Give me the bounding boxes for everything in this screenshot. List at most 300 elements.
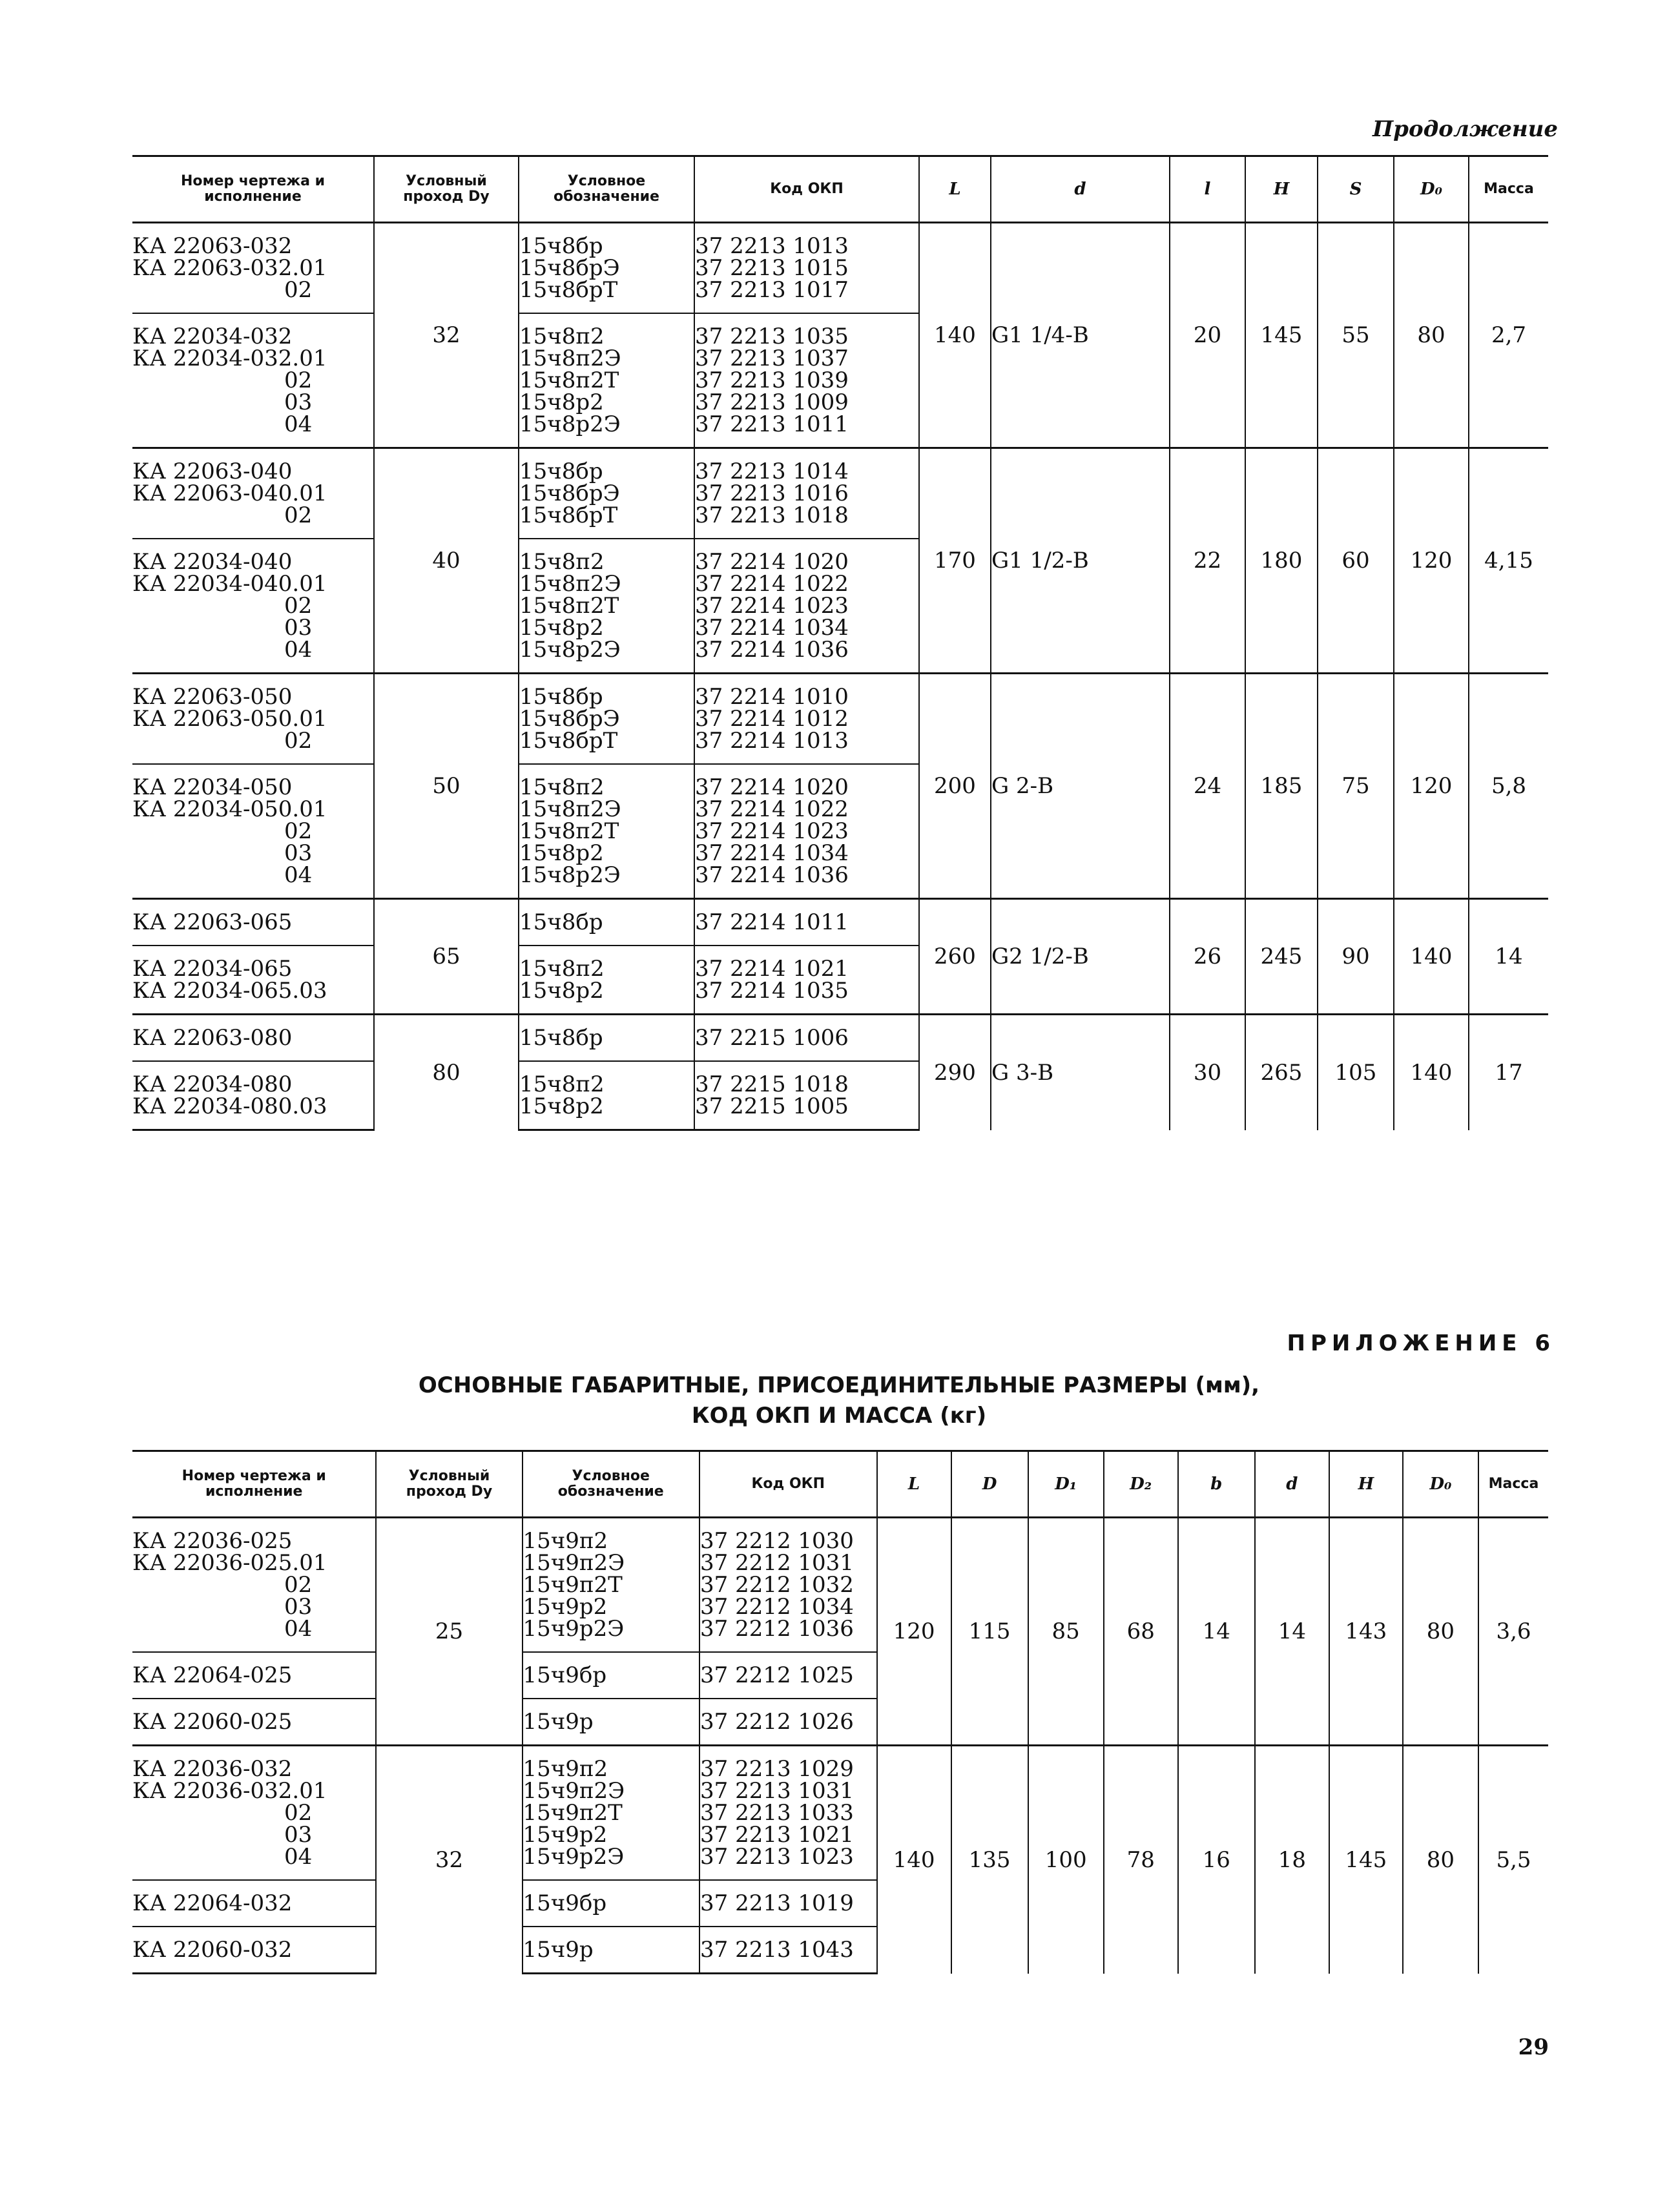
value-cell-h: 265 bbox=[1245, 1015, 1318, 1130]
cell-line: 37 2214 1021 bbox=[695, 956, 849, 982]
designation-cell bbox=[519, 899, 694, 946]
cell-line: КА 22034-080 bbox=[132, 1071, 293, 1097]
okp-code-cell bbox=[699, 1927, 877, 1974]
designation-cell bbox=[523, 1927, 700, 1974]
value-cell-s: 75 bbox=[1318, 674, 1394, 899]
cell-line: 37 2215 1018 bbox=[695, 1071, 849, 1097]
continuation-label: Продолжение bbox=[1372, 116, 1558, 142]
drawing-number-cell bbox=[132, 946, 374, 1015]
cell-lines bbox=[132, 674, 373, 763]
value-cell-mass: 14 bbox=[1469, 899, 1548, 1015]
table-row bbox=[132, 1518, 1548, 1653]
cell-lines bbox=[700, 1653, 876, 1698]
column-header: d bbox=[1255, 1451, 1329, 1518]
column-header: Условное обозначение bbox=[519, 156, 694, 223]
cell-line: 37 2212 1026 bbox=[700, 1709, 854, 1735]
cell-line: 37 2213 1011 bbox=[695, 411, 849, 437]
column-header: d bbox=[991, 156, 1170, 223]
cell-lines bbox=[132, 1746, 375, 1879]
cell-line: 15ч8п2Т bbox=[519, 593, 619, 619]
column-header: D bbox=[951, 1451, 1028, 1518]
value-cell-d1: 100 bbox=[1028, 1746, 1104, 1974]
value-cell-l: 290 bbox=[919, 1015, 991, 1130]
drawing-number-cell bbox=[132, 448, 374, 539]
designation-cell bbox=[519, 223, 694, 314]
drawing-number-cell bbox=[132, 899, 374, 946]
okp-code-cell bbox=[694, 539, 919, 674]
cell-line: 37 2214 1012 bbox=[695, 706, 849, 732]
table-header-row bbox=[132, 1451, 1548, 1518]
cell-line: 37 2214 1010 bbox=[695, 684, 849, 710]
value-cell-l: 24 bbox=[1170, 674, 1245, 899]
cell-lines bbox=[523, 1927, 699, 1972]
nominal-bore-cell: 25 bbox=[376, 1518, 522, 1746]
cell-line: КА 22063-050 bbox=[132, 684, 293, 710]
nominal-bore-cell: 50 bbox=[374, 674, 519, 899]
cell-line: 03 bbox=[284, 615, 313, 641]
cell-line: 37 2213 1029 bbox=[700, 1756, 854, 1782]
value-cell-s: 90 bbox=[1318, 899, 1394, 1015]
cell-lines bbox=[132, 314, 373, 447]
table-row bbox=[132, 448, 1548, 539]
value-cell-l: 170 bbox=[919, 448, 991, 674]
cell-line: КА 22034-040 bbox=[132, 549, 293, 575]
cell-line: 15ч9п2Т bbox=[523, 1800, 623, 1826]
cell-line: 37 2214 1020 bbox=[695, 774, 849, 800]
okp-code-cell bbox=[694, 1061, 919, 1130]
cell-line: 37 2213 1037 bbox=[695, 346, 849, 371]
designation-cell bbox=[523, 1880, 700, 1927]
column-header: Масса bbox=[1478, 1451, 1548, 1518]
column-header: l bbox=[1170, 156, 1245, 223]
cell-line: 15ч8брЭ bbox=[519, 706, 620, 732]
cell-line: 37 2214 1034 bbox=[695, 615, 849, 641]
value-cell-h: 145 bbox=[1329, 1746, 1403, 1974]
cell-line: 37 2213 1019 bbox=[700, 1890, 854, 1916]
column-header: L bbox=[919, 156, 991, 223]
cell-lines bbox=[700, 1699, 876, 1744]
designation-cell bbox=[523, 1699, 700, 1746]
cell-lines bbox=[519, 900, 694, 945]
cell-line: 02 bbox=[284, 502, 313, 528]
drawing-number-cell bbox=[132, 313, 374, 448]
cell-line: 15ч9п2Э bbox=[523, 1778, 625, 1804]
cell-line: 15ч8п2 bbox=[519, 549, 605, 575]
table-header-row bbox=[132, 156, 1548, 223]
cell-line: 15ч8р2 bbox=[519, 615, 604, 641]
cell-line: КА 22036-032 bbox=[132, 1756, 293, 1782]
column-header: Условный проход Dy bbox=[374, 156, 519, 223]
cell-line: 37 2214 1013 bbox=[695, 728, 849, 754]
cell-line: 15ч8р2Э bbox=[519, 411, 621, 437]
cell-line: 15ч8бр bbox=[519, 459, 603, 484]
designation-cell bbox=[519, 1061, 694, 1130]
cell-lines bbox=[132, 223, 373, 313]
okp-code-cell bbox=[699, 1699, 877, 1746]
cell-lines bbox=[519, 674, 694, 763]
cell-line: 37 2215 1005 bbox=[695, 1093, 849, 1119]
okp-code-cell bbox=[694, 764, 919, 899]
value-cell-h: 180 bbox=[1245, 448, 1318, 674]
value-cell-mass: 5,8 bbox=[1469, 674, 1548, 899]
cell-line: 15ч9п2 bbox=[523, 1756, 608, 1782]
cell-lines bbox=[132, 1062, 373, 1129]
table-row bbox=[132, 1015, 1548, 1062]
cell-line: 15ч8п2 bbox=[519, 774, 605, 800]
cell-line: 15ч8р2 bbox=[519, 389, 604, 415]
cell-line: КА 22063-050.01 bbox=[132, 706, 327, 732]
value-cell-d: 135 bbox=[951, 1746, 1028, 1974]
value-cell-mass: 4,15 bbox=[1469, 448, 1548, 674]
cell-lines bbox=[519, 449, 694, 538]
cell-line: КА 22034-040.01 bbox=[132, 571, 327, 597]
column-header: D₀ bbox=[1403, 1451, 1478, 1518]
designation-cell bbox=[519, 764, 694, 899]
cell-lines bbox=[519, 223, 694, 313]
cell-lines bbox=[700, 1881, 876, 1926]
value-cell-l: 260 bbox=[919, 899, 991, 1015]
value-cell-d: G 3-B bbox=[991, 1015, 1170, 1130]
cell-line: 37 2213 1015 bbox=[695, 255, 849, 281]
okp-code-cell bbox=[694, 1015, 919, 1062]
okp-code-cell bbox=[699, 1880, 877, 1927]
column-header: Условный проход Dy bbox=[376, 1451, 522, 1518]
value-cell-d0: 140 bbox=[1394, 899, 1469, 1015]
value-cell-d0: 80 bbox=[1403, 1518, 1478, 1746]
value-cell-d: G1 1/2-B bbox=[991, 448, 1170, 674]
value-cell-d: G2 1/2-B bbox=[991, 899, 1170, 1015]
cell-line: 15ч8п2 bbox=[519, 956, 605, 982]
value-cell-l: 140 bbox=[919, 223, 991, 448]
value-cell-l: 30 bbox=[1170, 1015, 1245, 1130]
cell-line: КА 22036-032.01 bbox=[132, 1778, 327, 1804]
column-header: L bbox=[877, 1451, 951, 1518]
cell-line: КА 22063-080 bbox=[132, 1025, 293, 1051]
table-row bbox=[132, 1746, 1548, 1881]
cell-line: 37 2213 1016 bbox=[695, 481, 849, 506]
okp-code-cell bbox=[694, 313, 919, 448]
cell-line: 02 bbox=[284, 1800, 313, 1826]
cell-line: 02 bbox=[284, 277, 313, 303]
cell-line: 15ч9бр bbox=[523, 1890, 607, 1916]
cell-line: 03 bbox=[284, 389, 313, 415]
cell-line: 37 2212 1031 bbox=[700, 1550, 854, 1576]
dimensions-table-appendix6 bbox=[132, 1450, 1548, 1974]
value-cell-mass: 3,6 bbox=[1478, 1518, 1548, 1746]
cell-line: 15ч8п2 bbox=[519, 324, 605, 349]
cell-line: 37 2212 1036 bbox=[700, 1616, 854, 1642]
cell-line: 15ч9р2 bbox=[523, 1594, 608, 1620]
value-cell-l: 20 bbox=[1170, 223, 1245, 448]
cell-line: 37 2213 1033 bbox=[700, 1800, 854, 1826]
cell-line: 15ч8р2 bbox=[519, 1093, 604, 1119]
cell-line: КА 22063-065 bbox=[132, 909, 293, 935]
value-cell-s: 55 bbox=[1318, 223, 1394, 448]
value-cell-d1: 85 bbox=[1028, 1518, 1104, 1746]
nominal-bore-cell: 65 bbox=[374, 899, 519, 1015]
cell-line: 15ч8брТ bbox=[519, 728, 618, 754]
cell-line: 37 2214 1036 bbox=[695, 862, 849, 888]
cell-lines bbox=[132, 1699, 375, 1744]
cell-line: 37 2213 1021 bbox=[700, 1822, 854, 1848]
cell-lines bbox=[695, 1062, 918, 1129]
cell-line: 37 2214 1022 bbox=[695, 571, 849, 597]
cell-line: 37 2214 1022 bbox=[695, 796, 849, 822]
okp-code-cell bbox=[694, 899, 919, 946]
cell-line: 37 2212 1025 bbox=[700, 1662, 854, 1688]
cell-lines bbox=[695, 674, 918, 763]
cell-line: 02 bbox=[284, 728, 313, 754]
value-cell-d: G 2-B bbox=[991, 674, 1170, 899]
cell-line: 02 bbox=[284, 1572, 313, 1598]
cell-line: КА 22036-025 bbox=[132, 1528, 293, 1554]
value-cell-l: 22 bbox=[1170, 448, 1245, 674]
cell-line: 15ч8п2Э bbox=[519, 796, 621, 822]
drawing-number-cell bbox=[132, 1880, 376, 1927]
value-cell-l: 26 bbox=[1170, 899, 1245, 1015]
value-cell-d0: 140 bbox=[1394, 1015, 1469, 1130]
cell-line: КА 22034-065.03 bbox=[132, 978, 327, 1004]
cell-line: 37 2214 1034 bbox=[695, 840, 849, 866]
cell-line: КА 22060-032 bbox=[132, 1937, 293, 1963]
okp-code-cell bbox=[694, 223, 919, 314]
column-header: Условное обозначение bbox=[523, 1451, 700, 1518]
drawing-number-cell bbox=[132, 1746, 376, 1881]
value-cell-h: 245 bbox=[1245, 899, 1318, 1015]
cell-line: 15ч9бр bbox=[523, 1662, 607, 1688]
designation-cell bbox=[523, 1518, 700, 1653]
cell-line: 15ч8брТ bbox=[519, 502, 618, 528]
cell-line: 15ч9р2Э bbox=[523, 1616, 625, 1642]
appendix-title-line1: ОСНОВНЫЕ ГАБАРИТНЫЕ, ПРИСОЕДИНИТЕЛЬНЫЕ РАЗМЕРЫ (мм), bbox=[418, 1372, 1260, 1398]
nominal-bore-cell: 32 bbox=[376, 1746, 522, 1974]
cell-line: 15ч8п2 bbox=[519, 1071, 605, 1097]
value-cell-d0: 80 bbox=[1394, 223, 1469, 448]
cell-line: 15ч8брТ bbox=[519, 277, 618, 303]
column-header: H bbox=[1245, 156, 1318, 223]
cell-line: 37 2215 1006 bbox=[695, 1025, 849, 1051]
cell-line: 02 bbox=[284, 818, 313, 844]
column-header: D₂ bbox=[1104, 1451, 1178, 1518]
column-header: H bbox=[1329, 1451, 1403, 1518]
dimensions-table-continued bbox=[132, 155, 1548, 1131]
value-cell-d0: 120 bbox=[1394, 448, 1469, 674]
cell-line: 04 bbox=[284, 862, 313, 888]
cell-line: 37 2212 1034 bbox=[700, 1594, 854, 1620]
cell-line: 37 2214 1023 bbox=[695, 818, 849, 844]
drawing-number-cell bbox=[132, 1015, 374, 1062]
drawing-number-cell bbox=[132, 1518, 376, 1653]
cell-line: КА 22036-025.01 bbox=[132, 1550, 327, 1576]
cell-lines bbox=[132, 1927, 375, 1972]
value-cell-mass: 2,7 bbox=[1469, 223, 1548, 448]
drawing-number-cell bbox=[132, 1652, 376, 1699]
cell-line: 15ч8брЭ bbox=[519, 481, 620, 506]
designation-cell bbox=[519, 946, 694, 1015]
table-row bbox=[132, 223, 1548, 314]
cell-line: 37 2214 1011 bbox=[695, 909, 849, 935]
cell-line: 15ч8бр bbox=[519, 909, 603, 935]
cell-lines bbox=[519, 1015, 694, 1060]
okp-code-cell bbox=[694, 448, 919, 539]
value-cell-d2: 78 bbox=[1104, 1746, 1178, 1974]
cell-lines bbox=[519, 765, 694, 898]
value-cell-h: 185 bbox=[1245, 674, 1318, 899]
cell-lines bbox=[132, 539, 373, 672]
value-cell-mass: 5,5 bbox=[1478, 1746, 1548, 1974]
cell-line: 03 bbox=[284, 1594, 313, 1620]
cell-lines bbox=[700, 1518, 876, 1651]
cell-line: 15ч9р bbox=[523, 1709, 594, 1735]
cell-line: 15ч8п2Э bbox=[519, 346, 621, 371]
cell-line: КА 22063-032.01 bbox=[132, 255, 327, 281]
designation-cell bbox=[519, 674, 694, 765]
cell-lines bbox=[695, 1015, 918, 1060]
cell-line: КА 22063-040.01 bbox=[132, 481, 327, 506]
cell-lines bbox=[132, 1015, 373, 1060]
designation-cell bbox=[519, 313, 694, 448]
value-cell-mass: 17 bbox=[1469, 1015, 1548, 1130]
designation-cell bbox=[519, 539, 694, 674]
value-cell-d0: 120 bbox=[1394, 674, 1469, 899]
cell-line: 02 bbox=[284, 593, 313, 619]
cell-line: 03 bbox=[284, 1822, 313, 1848]
cell-line: 37 2212 1030 bbox=[700, 1528, 854, 1554]
cell-line: КА 22034-050.01 bbox=[132, 796, 327, 822]
drawing-number-cell bbox=[132, 223, 374, 314]
cell-lines bbox=[695, 900, 918, 945]
cell-lines bbox=[523, 1881, 699, 1926]
cell-lines bbox=[695, 449, 918, 538]
appendix-label: ПРИЛОЖЕНИЕ 6 bbox=[1287, 1330, 1555, 1356]
cell-lines bbox=[700, 1927, 876, 1972]
cell-lines bbox=[523, 1653, 699, 1698]
cell-line: КА 22034-050 bbox=[132, 774, 293, 800]
cell-line: 15ч9р2Э bbox=[523, 1844, 625, 1870]
cell-line: 37 2213 1035 bbox=[695, 324, 849, 349]
value-cell-d2: 68 bbox=[1104, 1518, 1178, 1746]
drawing-number-cell bbox=[132, 1061, 374, 1130]
value-cell-s: 105 bbox=[1318, 1015, 1394, 1130]
cell-line: 37 2213 1013 bbox=[695, 233, 849, 259]
value-cell-d: G1 1/4-B bbox=[991, 223, 1170, 448]
column-header: Код ОКП bbox=[694, 156, 919, 223]
cell-lines bbox=[132, 449, 373, 538]
okp-code-cell bbox=[694, 946, 919, 1015]
cell-line: 15ч9р2 bbox=[523, 1822, 608, 1848]
designation-cell bbox=[523, 1652, 700, 1699]
value-cell-b: 16 bbox=[1178, 1746, 1255, 1974]
cell-line: 15ч8п2Т bbox=[519, 367, 619, 393]
cell-lines bbox=[695, 314, 918, 447]
cell-lines bbox=[519, 314, 694, 447]
okp-code-cell bbox=[694, 674, 919, 765]
value-cell-l: 140 bbox=[877, 1746, 951, 1974]
drawing-number-cell bbox=[132, 539, 374, 674]
cell-lines bbox=[132, 946, 373, 1013]
column-header: Номер чертежа и исполнение bbox=[132, 156, 374, 223]
cell-line: 04 bbox=[284, 637, 313, 663]
cell-line: 37 2213 1018 bbox=[695, 502, 849, 528]
cell-line: КА 22064-025 bbox=[132, 1662, 293, 1688]
column-header: S bbox=[1318, 156, 1394, 223]
value-cell-d: 115 bbox=[951, 1518, 1028, 1746]
page-number: 29 bbox=[1518, 2034, 1549, 2060]
cell-line: 15ч9п2Э bbox=[523, 1550, 625, 1576]
cell-lines bbox=[523, 1518, 699, 1651]
cell-lines bbox=[132, 765, 373, 898]
cell-line: КА 22060-025 bbox=[132, 1709, 293, 1735]
cell-line: 37 2214 1020 bbox=[695, 549, 849, 575]
table-row bbox=[132, 674, 1548, 765]
cell-line: 15ч9р bbox=[523, 1937, 594, 1963]
cell-lines bbox=[523, 1746, 699, 1879]
value-cell-b: 14 bbox=[1178, 1518, 1255, 1746]
okp-code-cell bbox=[699, 1518, 877, 1653]
cell-line: 37 2213 1031 bbox=[700, 1778, 854, 1804]
cell-line: 15ч9п2Т bbox=[523, 1572, 623, 1598]
okp-code-cell bbox=[699, 1652, 877, 1699]
column-header: Номер чертежа и исполнение bbox=[132, 1451, 376, 1518]
cell-line: 15ч8п2Т bbox=[519, 818, 619, 844]
drawing-number-cell bbox=[132, 764, 374, 899]
cell-line: 37 2213 1023 bbox=[700, 1844, 854, 1870]
cell-line: 37 2213 1039 bbox=[695, 367, 849, 393]
nominal-bore-cell: 80 bbox=[374, 1015, 519, 1130]
nominal-bore-cell: 40 bbox=[374, 448, 519, 674]
cell-lines bbox=[519, 539, 694, 672]
cell-lines bbox=[132, 900, 373, 945]
cell-line: КА 22063-032 bbox=[132, 233, 293, 259]
cell-line: 15ч8р2Э bbox=[519, 637, 621, 663]
cell-line: 04 bbox=[284, 1616, 313, 1642]
cell-line: 37 2213 1009 bbox=[695, 389, 849, 415]
value-cell-s: 60 bbox=[1318, 448, 1394, 674]
drawing-number-cell bbox=[132, 1699, 376, 1746]
cell-line: 02 bbox=[284, 367, 313, 393]
column-header: Код ОКП bbox=[699, 1451, 877, 1518]
cell-lines bbox=[695, 765, 918, 898]
column-header: Масса bbox=[1469, 156, 1548, 223]
cell-lines bbox=[519, 946, 694, 1013]
cell-line: КА 22034-065 bbox=[132, 956, 293, 982]
cell-line: 37 2214 1035 bbox=[695, 978, 849, 1004]
drawing-number-cell bbox=[132, 674, 374, 765]
column-header: b bbox=[1178, 1451, 1255, 1518]
cell-line: 15ч8бр bbox=[519, 233, 603, 259]
cell-line: 37 2212 1032 bbox=[700, 1572, 854, 1598]
cell-line: 15ч8р2Э bbox=[519, 862, 621, 888]
cell-line: 15ч8р2 bbox=[519, 840, 604, 866]
cell-line: 37 2213 1014 bbox=[695, 459, 849, 484]
cell-line: 37 2214 1036 bbox=[695, 637, 849, 663]
value-cell-l: 200 bbox=[919, 674, 991, 899]
column-header: D₁ bbox=[1028, 1451, 1104, 1518]
value-cell-l: 120 bbox=[877, 1518, 951, 1746]
cell-line: 15ч8брЭ bbox=[519, 255, 620, 281]
designation-cell bbox=[519, 448, 694, 539]
cell-lines bbox=[695, 539, 918, 672]
cell-line: 37 2213 1043 bbox=[700, 1937, 854, 1963]
cell-line: КА 22034-080.03 bbox=[132, 1093, 327, 1119]
cell-line: 04 bbox=[284, 411, 313, 437]
drawing-number-cell bbox=[132, 1927, 376, 1974]
value-cell-d: 14 bbox=[1255, 1518, 1329, 1746]
appendix-title-line2: КОД ОКП И МАССА (кг) bbox=[691, 1403, 987, 1429]
cell-line: КА 22064-032 bbox=[132, 1890, 293, 1916]
cell-lines bbox=[695, 223, 918, 313]
cell-lines bbox=[523, 1699, 699, 1744]
